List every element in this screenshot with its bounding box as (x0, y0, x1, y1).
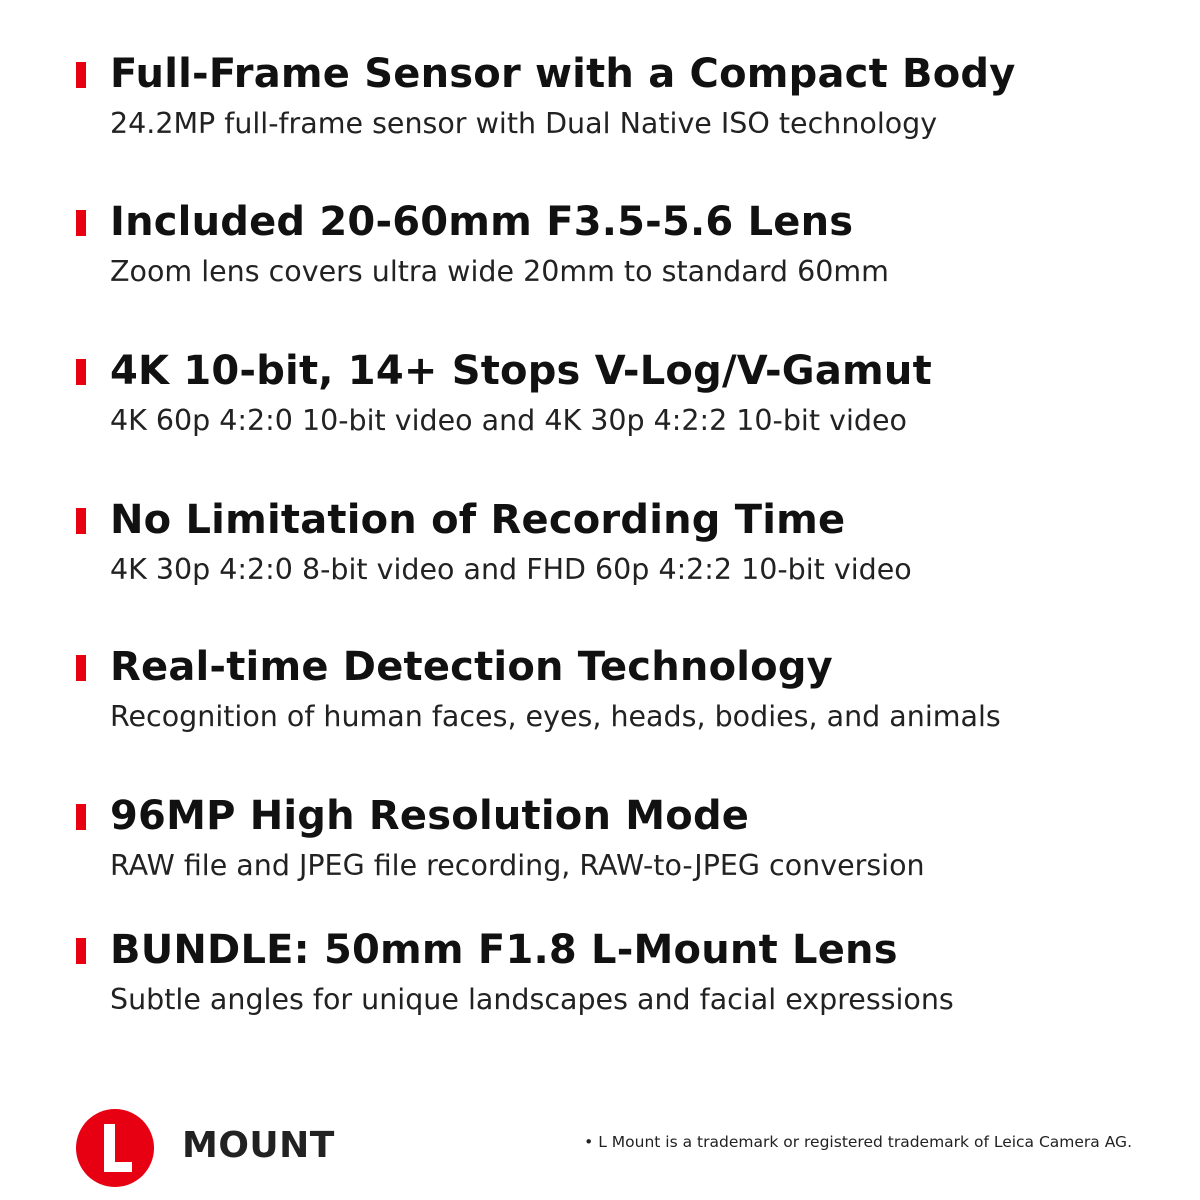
mount-label: MOUNT (182, 1125, 335, 1166)
l-mount-logo-icon (76, 1109, 154, 1187)
red-bullet-marker (76, 508, 86, 534)
feature-title: No Limitation of Recording Time (110, 497, 846, 543)
feature-item (0, 792, 1200, 922)
feature-item (0, 347, 1200, 477)
feature-description: Recognition of human faces, eyes, heads, bodies, and animals (110, 700, 1001, 733)
feature-title: 96MP High Resolution Mode (110, 793, 750, 839)
feature-title: BUNDLE: 50mm F1.8 L-Mount Lens (110, 927, 898, 973)
feature-item (0, 926, 1200, 1056)
feature-item (0, 50, 1200, 180)
red-bullet-marker (76, 359, 86, 385)
red-bullet-marker (76, 655, 86, 681)
l-letter-icon (76, 1109, 154, 1187)
red-bullet-marker (76, 62, 86, 88)
feature-item (0, 198, 1200, 328)
feature-description: RAW file and JPEG file recording, RAW-to-JPEG conversion (110, 849, 925, 882)
feature-title: Full-Frame Sensor with a Compact Body (110, 51, 1016, 97)
red-bullet-marker (76, 210, 86, 236)
feature-item (0, 643, 1200, 773)
feature-title: Real-time Detection Technology (110, 644, 833, 690)
trademark-footnote: • L Mount is a trademark or registered trademark of Leica Camera AG. (584, 1133, 1132, 1151)
feature-item (0, 496, 1200, 626)
red-bullet-marker (76, 804, 86, 830)
feature-description: Zoom lens covers ultra wide 20mm to standard 60mm (110, 255, 889, 288)
feature-description: 24.2MP full-frame sensor with Dual Native ISO technology (110, 107, 938, 140)
feature-title: Included 20-60mm F3.5-5.6 Lens (110, 199, 854, 245)
feature-description: 4K 60p 4:2:0 10-bit video and 4K 30p 4:2:2 10-bit video (110, 404, 907, 437)
feature-description: Subtle angles for unique landscapes and facial expressions (110, 983, 954, 1016)
red-bullet-marker (76, 938, 86, 964)
feature-description: 4K 30p 4:2:0 8-bit video and FHD 60p 4:2:2 10-bit video (110, 553, 912, 586)
feature-title: 4K 10-bit, 14+ Stops V-Log/V-Gamut (110, 348, 932, 394)
